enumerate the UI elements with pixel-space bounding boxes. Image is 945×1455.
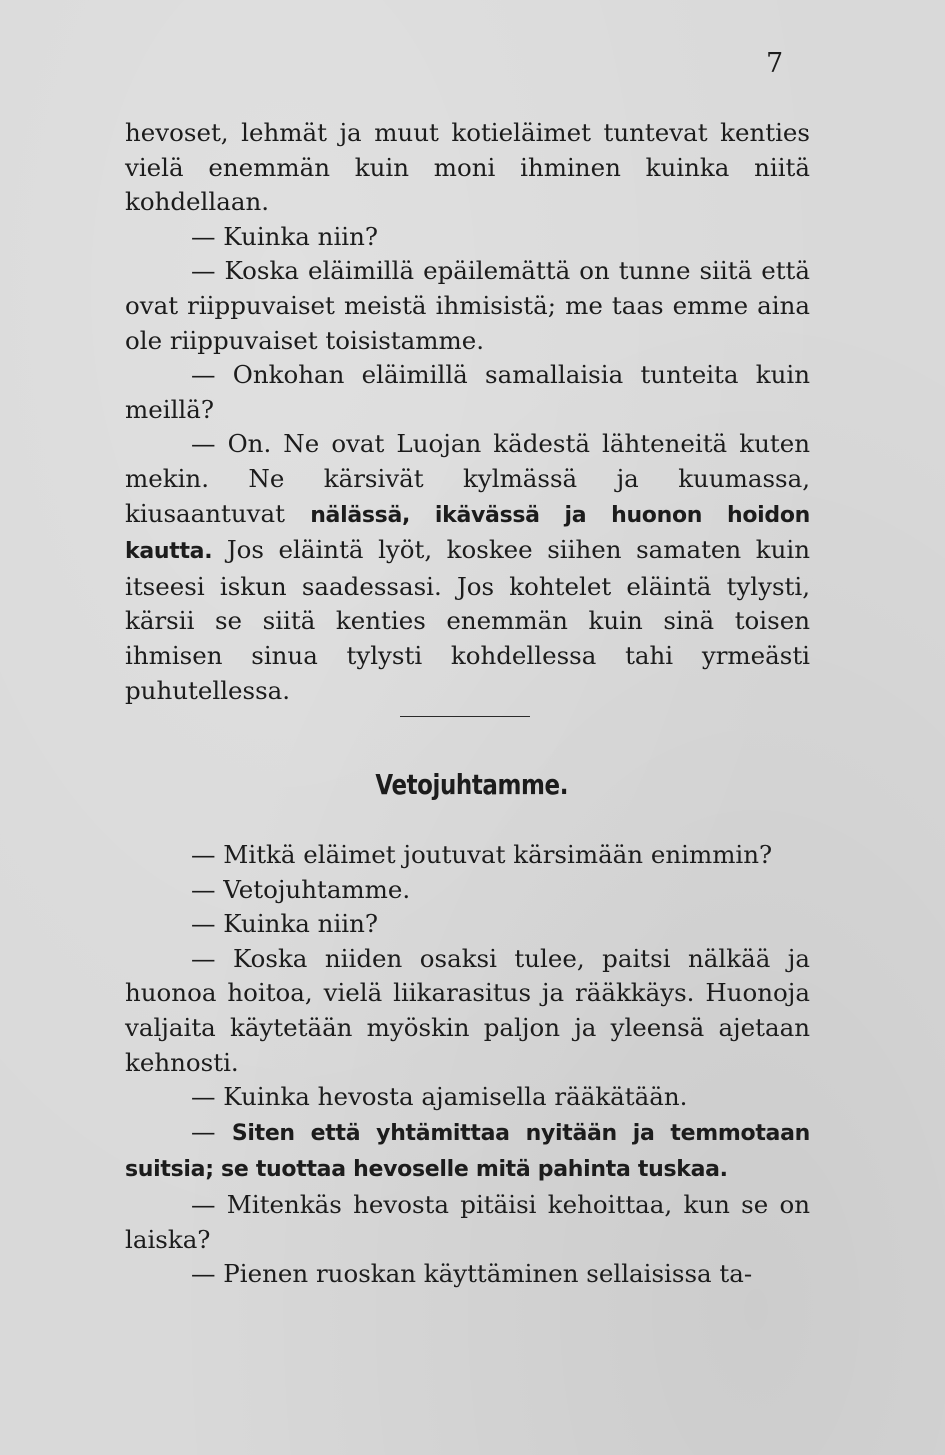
emphasized-text: Siten että yhtämittaa nyitään ja temmotaan suitsia; se tuottaa hevoselle mitä pahinta tuskaa. bbox=[125, 1120, 810, 1183]
paragraph: hevoset, lehmät ja muut kotieläimet tuntevat kenties vielä enemmän kuin moni ihminen kuinka niitä kohdellaan. bbox=[125, 118, 810, 217]
paragraph: — Onkohan eläimillä samallaisia tunteita kuin meillä? bbox=[125, 360, 810, 424]
paragraph-text: — On. Ne ovat Luojan kädestä lähteneitä kuten mekin. Ne kärsivät kylmässä ja kuumassa, kiusaantuvat bbox=[125, 429, 810, 528]
section-divider bbox=[400, 716, 530, 717]
paragraph: — Mitkä eläimet joutuvat kärsimään enimmin? bbox=[191, 840, 773, 869]
text-section-2 bbox=[125, 838, 810, 1292]
emphasized-text: nälässä, ikävässä ja huonon hoidon kautta. bbox=[125, 502, 810, 565]
paragraph: — Koska niiden osaksi tulee, paitsi nälkää ja huonoa hoitoa, vielä liikarasitus ja rääkkäys. Huonoja valjaita käytetään myöskin paljon ja yleensä ajetaan kehnosti. bbox=[125, 943, 810, 1077]
paragraph: — Pienen ruoskan käyttäminen sellaisissa ta- bbox=[191, 1259, 753, 1289]
section-heading: Vetojuhtamme. bbox=[375, 768, 569, 801]
paragraph: — Kuinka niin? bbox=[191, 221, 379, 251]
paragraph: — Vetojuhtamme. bbox=[191, 874, 411, 904]
paragraph: — Kuinka hevosta ajamisella rääkätään. bbox=[191, 1082, 688, 1112]
paragraph: — Kuinka niin? bbox=[191, 909, 379, 939]
dash: — bbox=[191, 1116, 232, 1146]
page-number: 7 bbox=[766, 48, 784, 79]
paragraph: — Mitenkäs hevosta pitäisi kehoittaa, kun se on laiska? bbox=[125, 1189, 810, 1254]
paragraph-text: Jos eläintä lyöt, koskee siihen samaten kuin itseesi iskun saadessasi. Jos kohtelet eläintä tylysti, kärsii se siitä kenties enemmän kuin sinä toisen ihmisen sinua tylysti kohdellessa tahi yrmeästi puhutellessa. bbox=[125, 535, 810, 705]
paragraph: — Koska eläimillä epäilemättä on tunne siitä että ovat riippuvaiset meistä ihmisistä; me taas emme aina ole riippuvaiset toisistamme. bbox=[125, 256, 810, 355]
paragraph bbox=[125, 427, 810, 708]
paragraph bbox=[125, 1115, 810, 1188]
text-section-1 bbox=[125, 116, 810, 708]
